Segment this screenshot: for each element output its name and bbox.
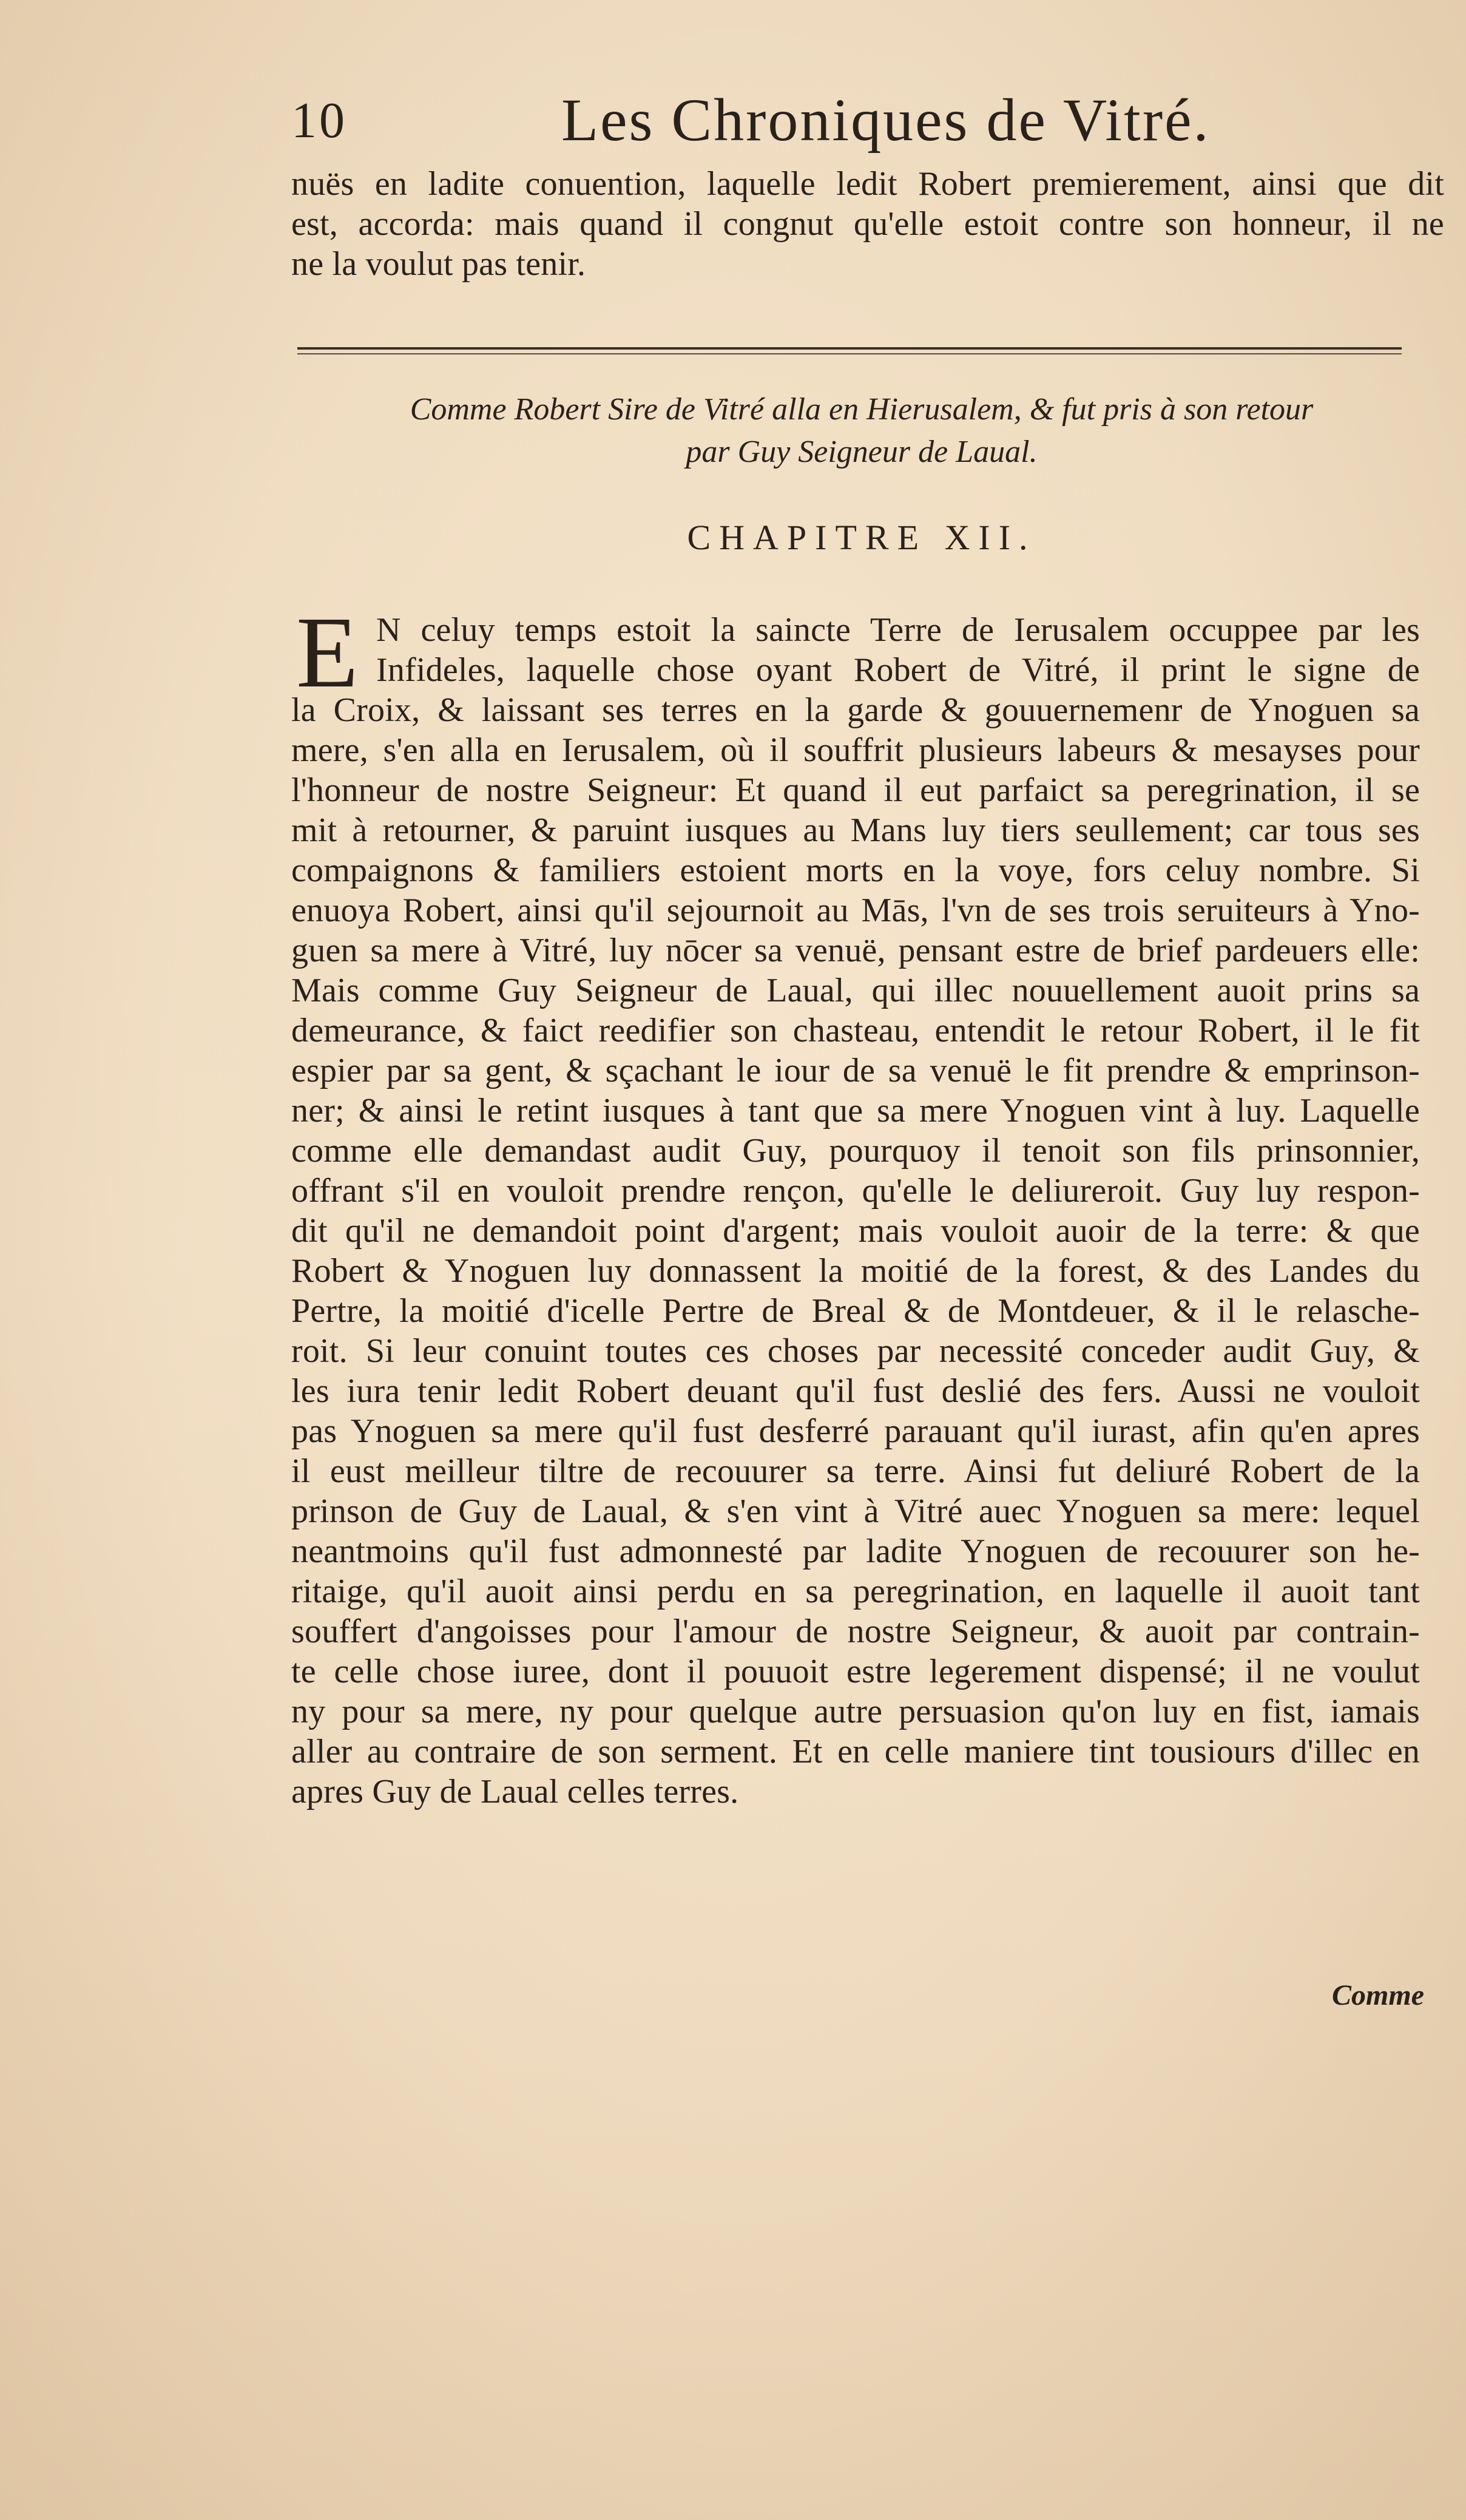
section-rule-thin [297, 353, 1402, 354]
page-number: 10 [291, 92, 347, 149]
text-line: comme elle demandast audit Guy, pourquoy il tenoit son fils prinsonnier, [291, 1132, 1420, 1170]
text-line: demeurance, & faict reedifier son chasteau, entendit le retour Robert, il le fit [291, 1012, 1420, 1049]
text-line: Mais comme Guy Seigneur de Laual, qui illec nouuellement auoit prins sa [291, 972, 1420, 1009]
chapter-number: CHAPITRE XII. [687, 518, 1036, 557]
text-line: nuës en ladite conuention, laquelle ledit Robert premierement, ainsi que dit [291, 165, 1444, 203]
text-line: ner; & ainsi le retint iusques à tant que sa mere Ynoguen vint à luy. Laquelle [291, 1092, 1420, 1130]
text-line: offrant s'il en vouloit prendre rençon, qu'elle le deliureroit. Guy luy respon- [291, 1172, 1420, 1210]
text-line: prinson de Guy de Laual, & s'en vint à Vitré auec Ynoguen sa mere: lequel [291, 1492, 1420, 1530]
running-title: Les Chroniques de Vitré. [561, 86, 1211, 154]
top-paragraph [291, 164, 1444, 284]
text-line: neantmoins qu'il fust admonnesté par ladite Ynoguen de recouurer son he- [291, 1533, 1420, 1570]
text-line: souffert d'angoisses pour l'amour de nostre Seigneur, & auoit par contrain- [291, 1613, 1420, 1650]
chapter-heading [340, 388, 1383, 473]
text-line: te celle chose iuree, dont il pouuoit estre legerement dispensé; il ne voulut [291, 1653, 1420, 1690]
text-line: Infideles, laquelle chose oyant Robert de Vitré, il print le signe de [376, 651, 1420, 689]
text-line: Robert & Ynoguen luy donnassent la moitié de la forest, & des Landes du [291, 1252, 1420, 1290]
text-line: l'honneur de nostre Seigneur: Et quand il eut parfaict sa peregrination, il se [291, 771, 1420, 809]
text-line: mit à retourner, & paruint iusques au Mans luy tiers seullement; car tous ses [291, 811, 1420, 849]
text-line: mere, s'en alla en Ierusalem, où il souffrit plusieurs labeurs & mesayses pour [291, 731, 1420, 769]
chapter-heading-line: par Guy Seigneur de Laual. [686, 435, 1038, 469]
text-line: il eust meilleur tiltre de recouurer sa terre. Ainsi fut deliuré Robert de la [291, 1452, 1420, 1490]
drop-cap: E [296, 596, 359, 709]
body-opening-lines [376, 610, 1420, 690]
text-line: compaignons & familiers estoient morts en la voye, fors celuy nombre. Si [291, 852, 1420, 889]
text-line: enuoya Robert, ainsi qu'il sejournoit au Mās, l'vn de ses trois seruiteurs à Yno- [291, 892, 1420, 929]
text-line: ne la voulut pas tenir. [291, 245, 586, 283]
text-line: N celuy temps estoit la saincte Terre de Ierusalem occuppee par les [376, 611, 1420, 649]
section-rule [297, 347, 1402, 350]
text-line: espier par sa gent, & sçachant le iour de sa venuë le fit prendre & emprinson- [291, 1052, 1420, 1089]
chapter-heading-line: Comme Robert Sire de Vitré alla en Hierusalem, & fut pris à son retour [410, 392, 1314, 427]
text-line: ny pour sa mere, ny pour quelque autre persuasion qu'on luy en fist, iamais [291, 1693, 1420, 1730]
text-line: pas Ynoguen sa mere qu'il fust desferré parauant qu'il iurast, afin qu'en apres [291, 1412, 1420, 1450]
text-line: guen sa mere à Vitré, luy nōcer sa venuë, pensant estre de brief pardeuers elle: [291, 932, 1420, 969]
text-line: la Croix, & laissant ses terres en la garde & gouuernemenr de Ynoguen sa [291, 691, 1420, 729]
text-line: ritaige, qu'il auoit ainsi perdu en sa peregrination, en laquelle il auoit tant [291, 1573, 1420, 1610]
text-line: dit qu'il ne demandoit point d'argent; mais vouloit auoir de la terre: & que [291, 1212, 1420, 1250]
text-line: Pertre, la moitié d'icelle Pertre de Breal & de Montdeuer, & il le relasche- [291, 1292, 1420, 1330]
text-line: est, accorda: mais quand il congnut qu'elle estoit contre son honneur, il ne [291, 205, 1444, 243]
catchword: Comme [1332, 1979, 1424, 2011]
text-line: aller au contraire de son serment. Et en celle maniere tint tousiours d'illec en [291, 1733, 1420, 1770]
text-line: apres Guy de Laual celles terres. [291, 1773, 739, 1810]
page-header [291, 85, 1211, 164]
text-line: roit. Si leur conuint toutes ces choses par necessité conceder audit Guy, & [291, 1332, 1420, 1370]
body-paragraph [291, 690, 1420, 1812]
text-line: les iura tenir ledit Robert deuant qu'il fust deslié des fers. Aussi ne vouloit [291, 1372, 1420, 1410]
